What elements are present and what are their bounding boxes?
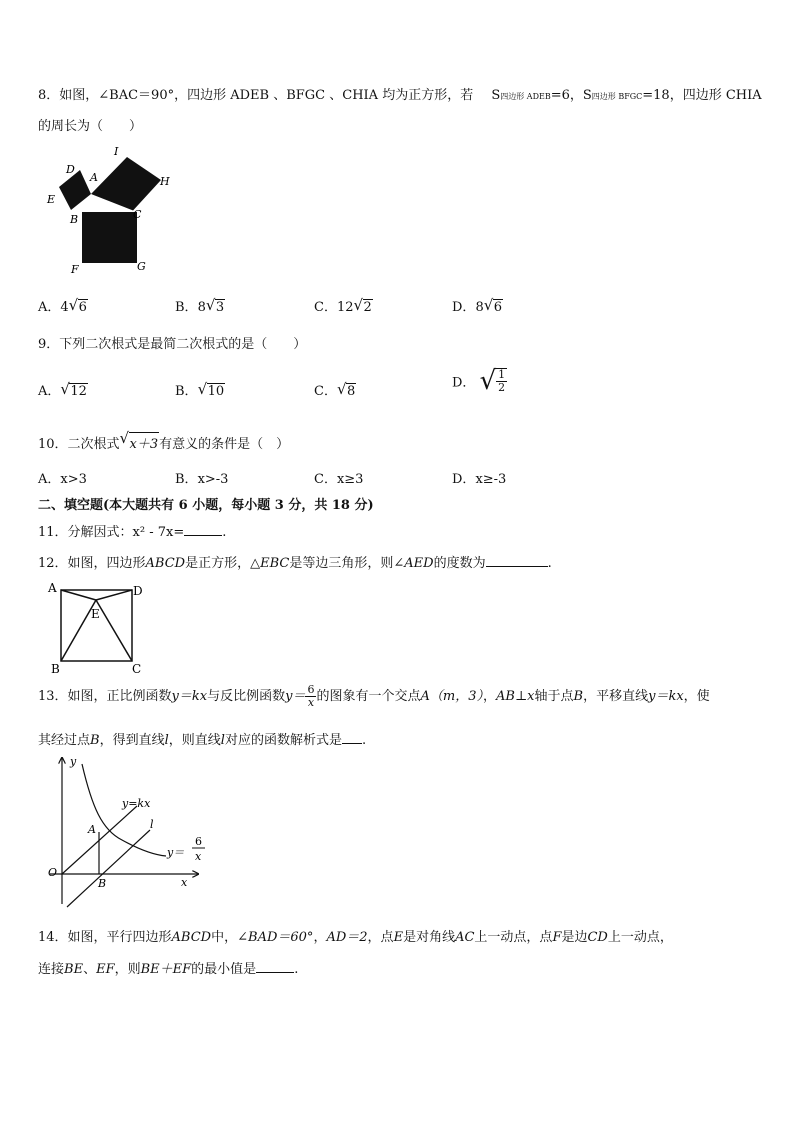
- q10-option-c[interactable]: [314, 468, 363, 487]
- q14-abcd: ABCD: [171, 930, 212, 945]
- radicand: 12: [70, 384, 87, 399]
- sqrt: √ 10: [197, 380, 225, 399]
- answer-blank[interactable]: [184, 535, 222, 536]
- q13-l2l2: l: [220, 733, 225, 748]
- fraction: [496, 368, 507, 394]
- option-label: D．: [452, 375, 476, 391]
- segment-ae: [61, 590, 96, 600]
- label-F: F: [71, 263, 79, 275]
- q14-end: .: [294, 962, 299, 977]
- label-x: x: [181, 876, 188, 889]
- q12-aed: ∠AED: [393, 556, 434, 571]
- radicand: 6: [78, 300, 87, 315]
- q14-l2d: 的最小值是: [191, 962, 257, 977]
- option-label: D．: [452, 472, 476, 487]
- label-y: y: [70, 755, 77, 768]
- option-label: B．: [175, 300, 198, 315]
- label-y-eq: y＝: [167, 846, 185, 859]
- segment-de: [96, 590, 132, 600]
- segment-ce: [96, 600, 132, 661]
- option-label: C．: [314, 472, 337, 487]
- label-E: E: [47, 193, 56, 206]
- q11-text: 11．分解因式：x² - 7x=: [38, 525, 185, 540]
- q13-l2b: B: [90, 733, 100, 748]
- q13-f: ，平移直线: [583, 689, 649, 704]
- q10-option-a[interactable]: [38, 468, 87, 487]
- q12-figure: [46, 580, 152, 676]
- q13-l2l: l: [164, 733, 169, 748]
- label-x-den: x: [195, 850, 202, 863]
- area-subscript-bfgc: 四边形 BFGC: [591, 92, 643, 101]
- q9-option-c[interactable]: [314, 380, 356, 399]
- q14-fpt: F: [552, 930, 562, 945]
- option-label: C．: [314, 384, 337, 399]
- option-label: A．: [38, 384, 61, 399]
- q14-ad: AD＝2: [326, 930, 368, 945]
- q14-f: 是对角线: [403, 930, 456, 945]
- sqrt: √ 8: [336, 380, 356, 399]
- radicand: 8: [346, 384, 356, 399]
- area-value-bfgc: =18，四边形 CHIA: [642, 88, 762, 103]
- q8-line1: [38, 84, 762, 103]
- q12-end: .: [547, 556, 552, 571]
- option-text: x≥3: [336, 472, 364, 487]
- denominator: 2: [498, 381, 506, 394]
- label-B: B: [51, 662, 60, 676]
- radicand: 10: [207, 384, 225, 399]
- option-label: C．: [314, 300, 337, 315]
- radicand: 6: [493, 300, 502, 315]
- q13-c: 的图象有一个交点: [316, 689, 421, 704]
- label-O: O: [48, 866, 58, 879]
- q14-b: 中，: [211, 930, 238, 945]
- q14-ef: EF: [96, 962, 115, 977]
- q14-be: BE: [64, 962, 84, 977]
- q14-a: 14．如图，平行四边形: [38, 930, 172, 945]
- label-D: D: [66, 163, 75, 176]
- option-text: x≥-3: [475, 472, 507, 487]
- area-value-adeb: =6，S: [550, 88, 592, 103]
- q14-sum: BE＋EF: [140, 962, 192, 977]
- label-H: H: [160, 175, 170, 188]
- q13-l2e: 对应的函数解析式是: [224, 733, 342, 748]
- label-l: l: [150, 818, 154, 831]
- label-E: E: [91, 607, 100, 621]
- q13-l2a: 其经过点: [38, 733, 91, 748]
- label-B: B: [70, 213, 79, 226]
- option-label: B．: [175, 472, 198, 487]
- section-heading: 二、填空题(本大题共有 6 小题，每小题 3 分，共 18 分): [38, 498, 374, 513]
- q10-option-d[interactable]: [452, 468, 506, 487]
- q14-l2c: ，则: [114, 962, 141, 977]
- label-A: A: [88, 823, 96, 836]
- line-l: [67, 830, 150, 907]
- q10-stem-b: 有意义的条件是（ ）: [159, 437, 290, 452]
- q14-g: 上一动点，点: [474, 930, 553, 945]
- option-label: B．: [175, 384, 198, 399]
- sqrt: √ 6: [483, 296, 502, 315]
- sqrt: √ 3: [205, 296, 225, 315]
- label-I: I: [114, 145, 119, 158]
- sqrt: √ 2: [353, 296, 372, 315]
- label-C: C: [132, 662, 142, 676]
- label-ykx: y=kx: [122, 797, 151, 810]
- area-subscript-adeb: 四边形 ADEB: [500, 92, 551, 101]
- q10-option-b[interactable]: [175, 468, 228, 487]
- q9-stem: 9．下列二次根式是最简二次根式的是（ ）: [38, 337, 307, 352]
- q14-h: 是边: [561, 930, 588, 945]
- option-coef: 12: [336, 300, 354, 315]
- q14-e: E: [393, 930, 404, 945]
- option-label: D．: [452, 300, 476, 315]
- option-text: x>3: [60, 472, 87, 487]
- q14-cd: CD: [587, 930, 608, 945]
- q9-option-d[interactable]: [452, 368, 507, 394]
- square-bfgc: [82, 212, 137, 263]
- q13-line2: [38, 729, 366, 748]
- q13-line1: [38, 684, 710, 709]
- answer-blank[interactable]: [342, 743, 362, 744]
- q13-ab: AB⊥x: [496, 689, 535, 704]
- q13-pt: A（m，3）: [420, 689, 483, 704]
- sqrt-sign: √: [479, 366, 497, 396]
- q12-text-c: 是等边三角形，则: [289, 556, 394, 571]
- option-coef: 8: [475, 300, 484, 315]
- q12-ebc: △EBC: [250, 556, 290, 571]
- q9-option-a[interactable]: [38, 380, 88, 399]
- q8-option-a[interactable]: [38, 296, 88, 315]
- q13-g: ，使: [683, 689, 710, 704]
- q8-option-d[interactable]: [452, 296, 503, 315]
- q13-l2c: ，得到直线: [99, 733, 165, 748]
- answer-blank[interactable]: [256, 972, 294, 973]
- option-label: A．: [38, 472, 61, 487]
- label-A: A: [48, 581, 57, 595]
- label-six: 6: [195, 835, 202, 848]
- q12-text-a: 12．如图，四边形: [38, 556, 146, 571]
- q13-d: ，: [483, 689, 497, 704]
- area-symbol: S: [491, 88, 501, 103]
- q13-e: 轴于点: [534, 689, 574, 704]
- radicand: x＋3: [129, 432, 160, 452]
- q11-end: .: [222, 525, 227, 540]
- q13-end: .: [361, 733, 367, 748]
- radicand: 3: [215, 300, 225, 315]
- radicand: 2: [363, 300, 372, 315]
- q13-l2d: ，则直线: [168, 733, 221, 748]
- q12-text-d: 的度数为: [433, 556, 486, 571]
- numerator: 1: [498, 368, 506, 381]
- option-coef: 4: [60, 300, 69, 315]
- q14-l2b: 、: [83, 962, 97, 977]
- q8-line2: 的周长为（ ）: [38, 119, 143, 134]
- label-C: C: [133, 208, 142, 221]
- q14-line2: [38, 958, 298, 977]
- q12-text-b: 是正方形，: [185, 556, 251, 571]
- q12-stem: [38, 552, 552, 571]
- q14-c: ，: [313, 930, 327, 945]
- option-text: x>-3: [197, 472, 229, 487]
- q14-i: 上一动点，: [607, 930, 673, 945]
- q9-option-b[interactable]: [175, 380, 225, 399]
- option-coef: 8: [197, 300, 206, 315]
- q13-a: 13．如图，正比例函数: [38, 689, 172, 704]
- q14-line1: [38, 926, 673, 945]
- sqrt: √ 12: [60, 380, 87, 399]
- q8-option-b[interactable]: [175, 296, 225, 315]
- q13-figure: [40, 752, 215, 912]
- q14-bad: ∠BAD＝60°: [237, 930, 314, 945]
- label-A: A: [90, 171, 98, 184]
- q13-b: 与反比例函数: [207, 689, 286, 704]
- answer-blank[interactable]: [486, 566, 548, 567]
- hyperbola-curve: [82, 764, 166, 856]
- q13-f1: y＝kx: [171, 689, 208, 704]
- sqrt: √ 6: [68, 296, 87, 315]
- q8-option-c[interactable]: [314, 296, 373, 315]
- label-G: G: [137, 260, 146, 273]
- q13-b-point: B: [573, 689, 584, 704]
- q8-figure: [44, 143, 179, 275]
- label-D: D: [133, 584, 143, 598]
- q14-ac: AC: [455, 930, 475, 945]
- q11: [38, 521, 226, 540]
- q14-d: ，点: [367, 930, 394, 945]
- q8-stem: 8．如图，∠BAC＝90°，四边形 ADEB 、BFGC 、CHIA 均为正方形，若: [38, 88, 474, 103]
- q10-stem-a: 10．二次根式: [38, 437, 120, 452]
- q13-f3: y＝kx: [648, 689, 684, 704]
- q14-l2a: 连接: [38, 962, 65, 977]
- q12-abcd: ABCD: [145, 556, 186, 571]
- sqrt: √ x＋3: [119, 429, 159, 452]
- denominator: x: [307, 696, 315, 709]
- option-label: A．: [38, 300, 61, 315]
- q13-f2: y＝: [285, 689, 306, 704]
- q10-stem: [38, 429, 290, 452]
- label-B: B: [98, 877, 107, 890]
- fraction: [305, 684, 316, 709]
- numerator: 6: [307, 683, 315, 696]
